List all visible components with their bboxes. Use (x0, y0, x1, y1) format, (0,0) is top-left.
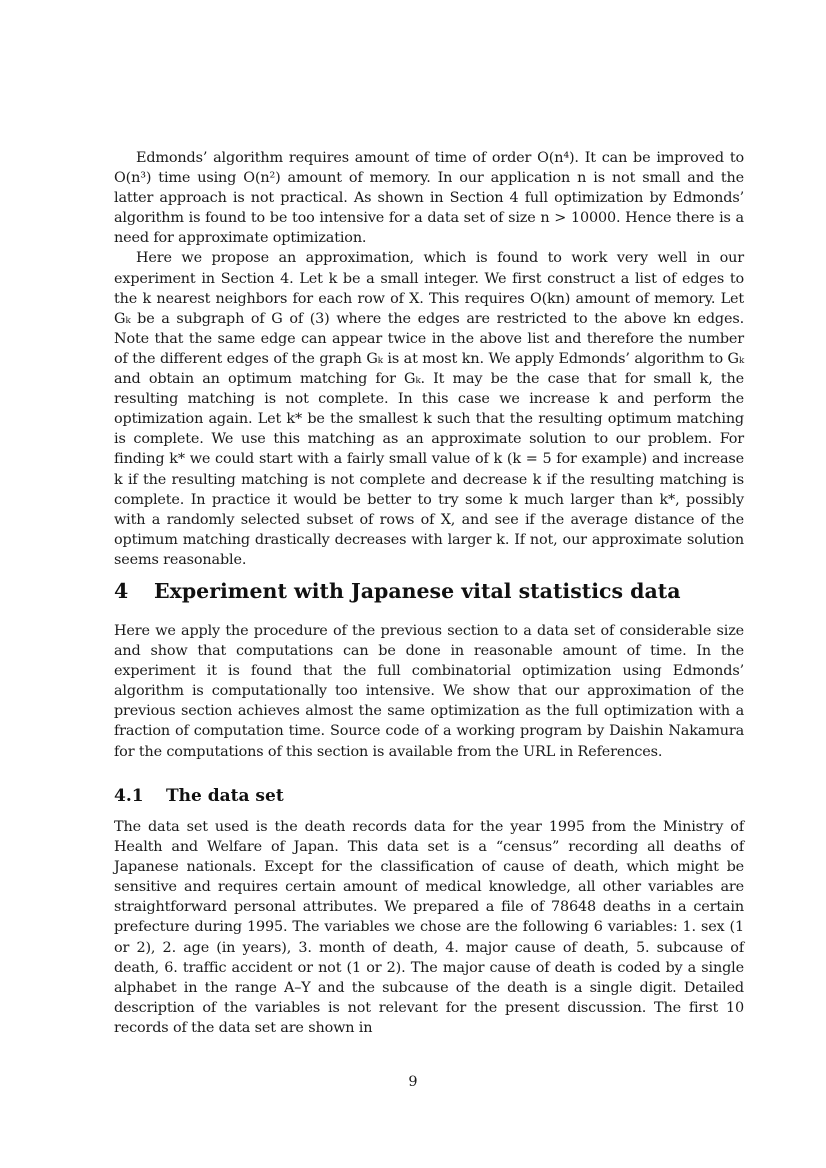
subsection-number: 4.1 (114, 786, 144, 806)
page-number: 9 (408, 1074, 418, 1090)
subsection-4-1-heading (114, 784, 754, 808)
section-3-body (114, 148, 744, 570)
paragraph-experiment-intro: Here we apply the procedure of the previous section to a data set of considerable size and show that computations can be done in reasonable amount of time. In the experiment it is found that the full combinatorial optimization using Edmonds’ algorithm is computationally too intensive. We show that our approximation of the previous section achieves almost the same optimization as the full optimization with a fraction of computation time. Source code of a working program by Daishin Nakamura for the computations of this section is available from the URL in References. (114, 623, 744, 760)
paragraph-approximation-method: Here we propose an approximation, which is found to work very well in our experiment in Section 4. Let k be a small integer. We first construct a list of edges to the k nearest neighbors for each row of X. This requires O(kn) amount of memory. Let Gₖ be a subgraph of G of (3) where the edges are restricted to the above kn edges. Note that the same edge can appear twice in the above list and therefore the number of the different edges of the graph Gₖ is at most kn. We apply Edmonds’ algorithm to Gₖ and obtain an optimum matching for Gₖ. It may be the case that for small k, the resulting matching is not complete. In this case we increase k and perform the optimization again. Let k* be the smallest k such that the resulting optimum matching is complete. We use this matching as an approximate solution to our problem. For finding k* we could start with a fairly small value of k (k = 5 for example) and increase k if the resulting matching is not complete and decrease k if the resulting matching is complete. In practice it would be better to try some k much larger than k*, possibly with a randomly selected subset of rows of X, and see if the average distance of the optimum matching drastically decreases with larger k. If not, our approximate solution seems reasonable. (114, 250, 744, 568)
subsection-4-1-body (114, 817, 744, 1038)
subsection-title: The data set (166, 786, 284, 806)
paragraph-edmonds-complexity: Edmonds’ algorithm requires amount of time of order O(n⁴). It can be improved to O(n³) time using O(n²) amount of memory. In our application n is not small and the latter approach is not practical. As shown in Section 4 full optimization by Edmonds’ algorithm is found to be too intensive for a data set of size n > 10000. Hence there is a need for approximate optimization. (114, 150, 744, 247)
section-4-body (114, 621, 744, 762)
paragraph-data-set-description: The data set used is the death records data for the year 1995 from the Ministry of Health and Welfare of Japan. This data set is a “census” recording all deaths of Japanese nationals. Except for the classification of cause of death, which might be sensitive and requires certain amount of medical knowledge, all other variables are straightforward personal attributes. We prepared a file of 78648 deaths in a certain prefecture during 1995. The variables we chose are the following 6 variables: 1. sex (1 or 2), 2. age (in years), 3. month of death, 4. major cause of death, 5. subcause of death, 6. traffic accident or not (1 or 2). The major cause of death is coded by a single alphabet in the range A–Y and the subcause of the death is a single digit. Detailed description of the variables is not relevant for the present discussion. The first 10 records of the data set are shown in (114, 819, 744, 1036)
section-4-heading (114, 577, 754, 605)
section-number: 4 (114, 579, 129, 603)
section-title: Experiment with Japanese vital statistics data (154, 579, 681, 603)
